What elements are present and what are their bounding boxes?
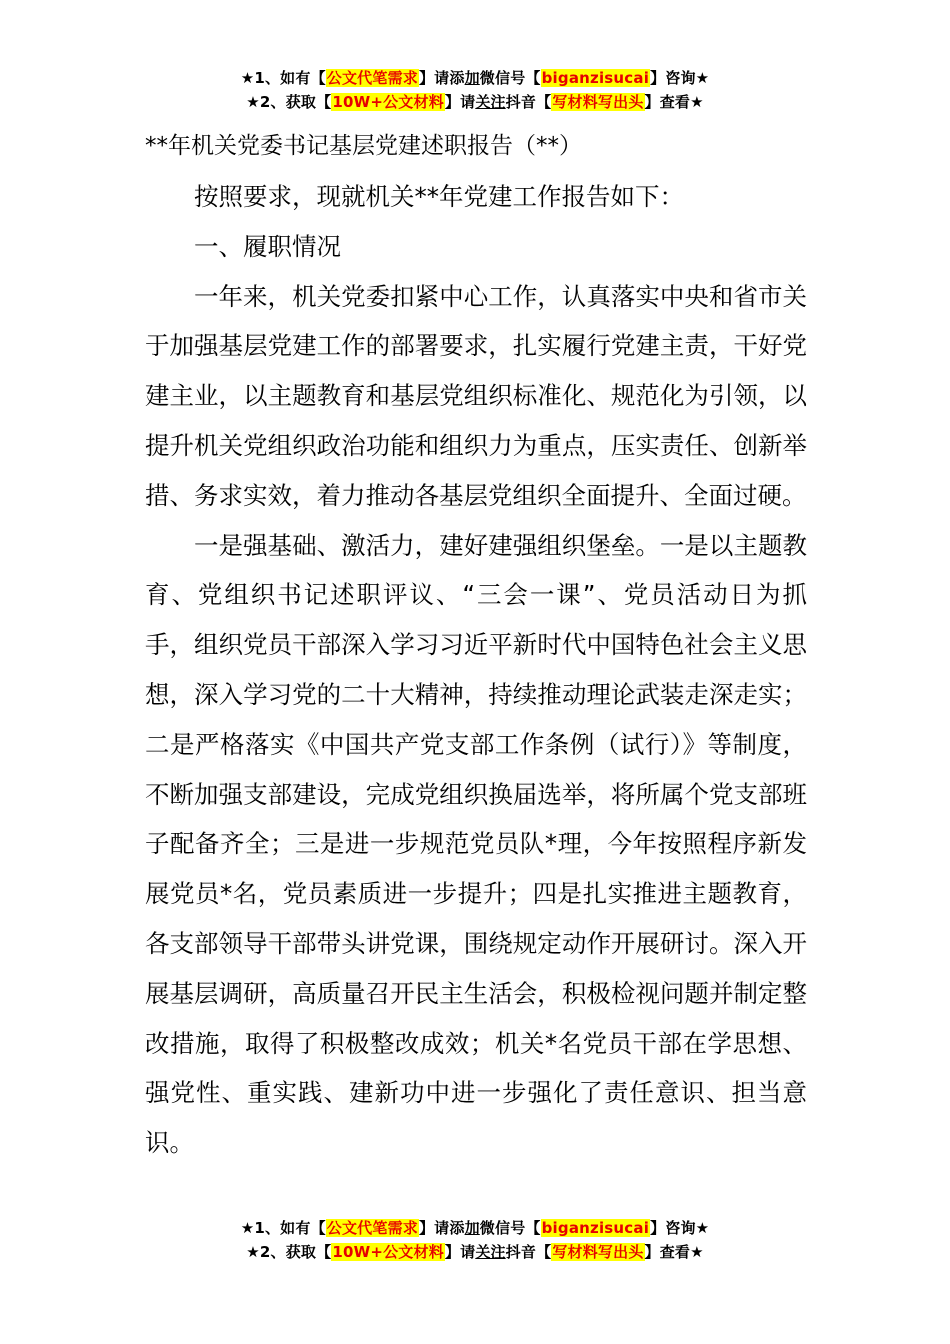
- promo-line-2: ★2、获取【10W+公文材料】请关注抖音【写材料写出头】查看★: [246, 93, 704, 111]
- body-paragraph: 一年来，机关党委扣紧中心工作，认真落实中央和省市关于加强基层党建工作的部署要求，扎实履行党建主责，干好党建主业，以主题教育和基层党组织标准化、规范化为引领，以提升机关党组织政治功能和组织力为重点，压实责任、创新举措、务求实效，着力推动各基层党组织全面提升、全面过硬。: [145, 281, 807, 510]
- section-heading: 一、履职情况: [194, 231, 341, 261]
- highlight-ghostwriting: 公文代笔需求: [326, 69, 418, 87]
- highlight-wechat-id: biganzisucai: [541, 1219, 650, 1237]
- highlight-wechat-id: biganzisucai: [541, 69, 650, 87]
- promo-line-1: ★1、如有【公文代笔需求】请添加微信号【biganzisucai】咨询★: [240, 69, 710, 87]
- highlight-ghostwriting: 公文代笔需求: [326, 1219, 418, 1237]
- highlight-materials: 10W+公文材料: [332, 93, 444, 111]
- document-title: **年机关党委书记基层党建述职报告（**）: [145, 133, 582, 159]
- document-body: [145, 172, 807, 1168]
- highlight-materials: 10W+公文材料: [332, 1243, 444, 1261]
- promo-line-1: ★1、如有【公文代笔需求】请添加微信号【biganzisucai】咨询★: [240, 1219, 710, 1237]
- intro-paragraph: 按照要求，现就机关**年党建工作报告如下：: [194, 182, 684, 211]
- promo-banner-bottom: [0, 1216, 950, 1264]
- highlight-douyin: 写材料写出头: [552, 1243, 644, 1261]
- highlight-douyin: 写材料写出头: [552, 93, 644, 111]
- promo-line-2: ★2、获取【10W+公文材料】请关注抖音【写材料写出头】查看★: [246, 1243, 704, 1261]
- body-paragraph: 一是强基础、激活力，建好建强组织堡垒。一是以主题教育、党组织书记述职评议、“三会一课”、党员活动日为抓手，组织党员干部深入学习习近平新时代中国特色社会主义思想，深入学习党的二十大精神，持续推动理论武装走深走实；二是严格落实《中国共产党支部工作条例（试行）》等制度，不断加强支部建设，完成党组织换届选举，将所属个党支部班子配备齐全；三是进一步规范党员队*理，今年按照程序新发展党员*名，党员素质进一步提升；四是扎实推进主题教育，各支部领导干部带头讲党课，围绕规定动作开展研讨。深入开展基层调研，高质量召开民主生活会，积极检视问题并制定整改措施，取得了积极整改成效；机关*名党员干部在学思想、强党性、重实践、建新功中进一步强化了责任意识、担当意识。: [145, 530, 807, 1158]
- promo-banner-top: [0, 66, 950, 114]
